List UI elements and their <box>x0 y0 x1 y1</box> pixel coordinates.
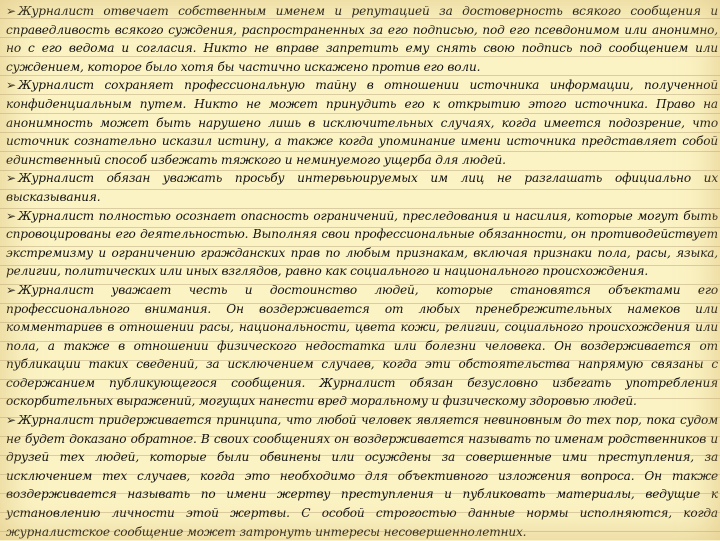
code-of-ethics-text <box>6 2 718 541</box>
paragraph-4 <box>6 207 718 281</box>
check-arrow-bullet-icon: ➢ <box>6 171 16 186</box>
paragraph-6-text: Журналист придерживается принципа, что любой человек является невиновным до тех пор, пока судом не будет доказано обратное. В своих сообщениях он воздерживается называть по именам родственников и друзей тех людей, которые были обвинены или осуждены за совершенные ими преступления, за исключением тех случаев, когда это необходимо для объективного изложения вопроса. Он также воздерживается называть по имени жертву преступления и публиковать материалы, ведущие к установлению личности этой жертвы. С особой строгостью данные нормы исполняются, когда журналистское сообщение может затронуть интересы несовершеннолетних. <box>6 413 718 539</box>
paragraph-3 <box>6 169 718 206</box>
check-arrow-bullet-icon: ➢ <box>6 282 16 297</box>
check-arrow-bullet-icon: ➢ <box>6 4 16 18</box>
paragraph-4-text: Журналист полностью осознает опасность ограничений, преследования и насилия, которые могут быть спровоцированы его деятельностью. Выполняя свои профессиональные обязанности, он противодействует экстремизму и ограничению гражданских прав по любым признакам, включая признаки пола, расы, языка, религии, политических или иных взглядов, равно как социального и национального происхождения. <box>6 208 718 279</box>
check-arrow-bullet-icon: ➢ <box>6 78 16 93</box>
paragraph-2-text: Журналист сохраняет профессиональную тайну в отношении источника информации, полученной конфиденциальным путем. Никто не может принудить его к открытию этого источника. Право на анонимность может быть нарушено лишь в исключительных случаях, когда имеется подозрение, что источник сознательно исказил истину, а также когда упоминание имени источника представляет собой единственный способ избежать тяжкого и неминуемого ущерба для людей. <box>6 78 718 167</box>
paragraph-6 <box>6 411 718 541</box>
check-arrow-bullet-icon: ➢ <box>6 413 16 428</box>
paragraph-1-text: Журналист отвечает собственным именем и репутацией за достоверность всякого сообщения и справедливость всякого суждения, распространенных за его подписью, под его псевдонимом или анонимно, но с его ведома и согласия. Никто не вправе запретить ему снять свою подпись под сообщением или суждением, которое было хотя бы частично искажено против его воли. <box>6 4 718 74</box>
paragraph-1 <box>6 2 718 76</box>
paragraph-5 <box>6 281 718 411</box>
paragraph-5-text: Журналист уважает честь и достоинство людей, которые становятся объектами его профессионального внимания. Он воздерживается от любых пренебрежительных намеков или комментариев в отношении расы, национальности, цвета кожи, религии, социального происхождения или пола, а также в отношении физического недостатка или болезни человека. Он воздерживается от публикации таких сведений, за исключением случаев, когда эти обстоятельства напрямую связаны с содержанием публикующегося сообщения. Журналист обязан безусловно избегать употребления оскорбительных выражений, могущих нанести вред моральному и физическому здоровью людей. <box>6 282 718 409</box>
check-arrow-bullet-icon: ➢ <box>6 208 16 223</box>
paragraph-2 <box>6 76 718 169</box>
paragraph-3-text: Журналист обязан уважать просьбу интервьюируемых им лиц не разглашать официально их высказывания. <box>6 171 718 204</box>
